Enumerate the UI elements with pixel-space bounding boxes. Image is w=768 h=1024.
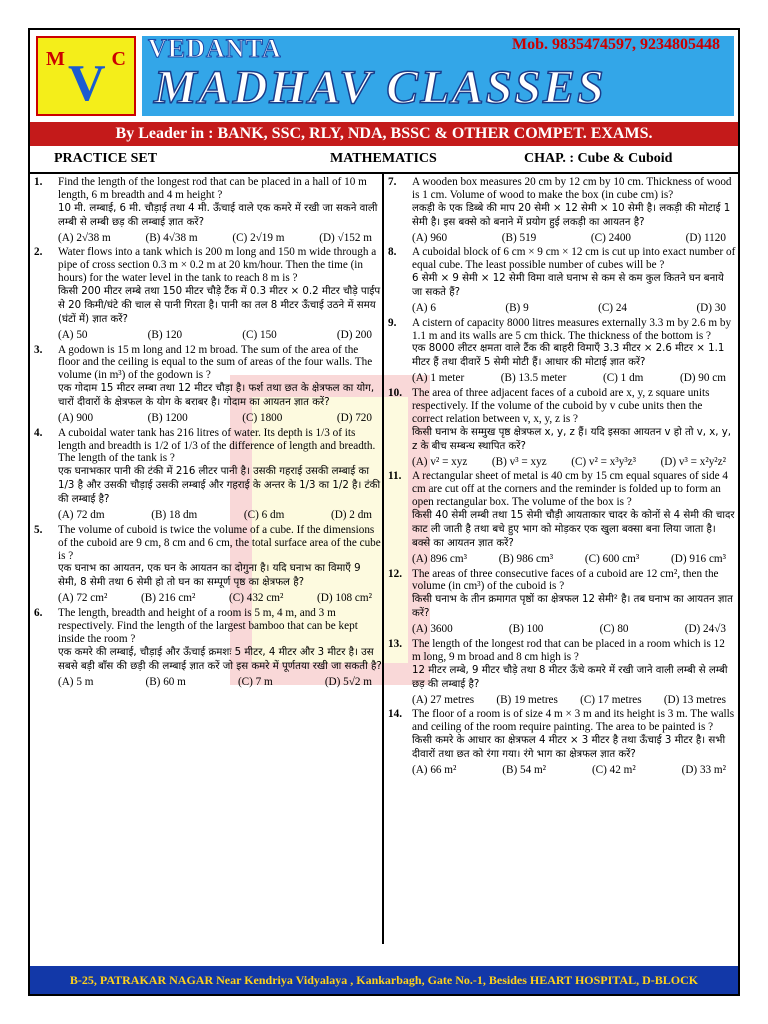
option: (D) 916 cm³ — [671, 552, 726, 565]
question-number: 9. — [388, 316, 397, 329]
option: (C) 150 — [242, 328, 277, 341]
option: (D) 30 — [696, 301, 726, 314]
question-number: 13. — [388, 637, 402, 650]
question-text-english: A cuboidal water tank has 216 litres of water. Its depth is 1/3 of its length and breadth is 1/2 of 1/3 of the difference of length and breadth. The length of the tank is ? — [58, 426, 376, 465]
question-text-hindi: लकड़ी के एक डिब्बे की माप 20 सेमी × 12 सेमी × 10 सेमी है। लकड़ी की मोटाई 1 सेमी है। इस बक्से को बनाने में प्रयोग हुई लकड़ी का आयतन है? — [412, 202, 731, 228]
question-text-english: The floor of a room is of size 4 m × 3 m and its height is 3 m. The walls and ceiling of the room require painting. The area to be painted is ? — [412, 708, 735, 734]
question — [34, 246, 382, 341]
question — [34, 427, 382, 522]
question-number: 3. — [34, 343, 43, 356]
logo-m: M — [46, 48, 65, 70]
option: (A) 72 dm — [58, 509, 105, 522]
question-number: 12. — [388, 567, 402, 580]
question — [34, 607, 382, 688]
options-row — [412, 764, 736, 777]
option: (A) 896 cm³ — [412, 552, 467, 565]
question — [34, 176, 382, 244]
question-text-hindi: किसी 200 मीटर लम्बे तथा 150 मीटर चौड़े टैंक में 0.3 मीटर × 0.2 मीटर चौड़े पाईप से 20 किमी/घंटे की चाल से पानी गिरता है। पानी का तल 8 मीटर ऊँचाई उठने में समय (घंटों में) ज्ञात करें? — [58, 285, 381, 325]
question — [388, 246, 736, 314]
options-row — [412, 456, 736, 469]
question-text-english: The length, breadth and height of a room is 5 m, 4 m, and 3 m respectively. Find the length of the largest bamboo that can be kept inside the room ? — [58, 607, 358, 645]
option: (C) v² = x³y³z³ — [571, 455, 636, 468]
option: (A) 3600 — [412, 623, 453, 636]
question-text-hindi: एक घनाभकार पानी की टंकी में 216 लीटर पानी है। उसकी गहराई उसकी लम्बाई का 1/3 है और उसकी चौड़ाई उसकी लम्बाई और गहराई के अन्तर के 1/3 का 1/2 है। टंकी की लम्बाई है? — [58, 466, 381, 506]
option: (B) 1200 — [147, 411, 188, 424]
practice-set-label: PRACTICE SET — [54, 151, 158, 166]
question-text-hindi: 6 सेमी × 9 सेमी × 12 सेमी विमा वाले घनाभ से कम से कम कुल कितने घन बनाये जा सकते हैं? — [412, 272, 724, 298]
question-number: 7. — [388, 176, 397, 188]
option: (D) 5√2 m — [324, 675, 372, 688]
question — [388, 568, 736, 636]
options-row — [58, 509, 382, 522]
option: (C) 600 cm³ — [584, 552, 640, 565]
question-number: 14. — [388, 708, 402, 721]
question-text-english: The length of the longest rod that can be placed in a room which is 12 m long, 9 m broad and 8 cm high is ? — [412, 637, 725, 663]
option: (A) v² = xyz — [412, 455, 468, 468]
option: (D) 90 cm — [679, 372, 726, 385]
question — [388, 317, 736, 385]
question-number: 4. — [34, 426, 43, 439]
question — [34, 524, 382, 605]
question-text-english: A cuboidal block of 6 cm × 9 cm × 12 cm is cut up into exact number of equal cube. The least possible number of cubes will be ? — [412, 246, 736, 272]
logo — [36, 36, 136, 116]
option: (D) v³ = x²y²z² — [660, 455, 726, 468]
question-text-hindi: एक घनाभ का आयतन, एक घन के आयतन का दोगुना है। यदि घनाभ का विमाएँ 9 सेमी, 8 सेमी तथा 6 सेमी हो तो घन का सम्पूर्ण पृष्ठ का क्षेत्रफल है? — [58, 563, 361, 589]
options-row — [58, 412, 382, 425]
options-row — [412, 623, 736, 636]
option: (B) 19 metres — [496, 693, 558, 706]
option: (C) 7 m — [237, 675, 273, 688]
options-row — [412, 302, 736, 315]
question-number: 5. — [34, 523, 43, 536]
question-number: 6. — [34, 607, 43, 620]
question-text-english: A wooden box measures 20 cm by 12 cm by 10 cm. Thickness of wood is 1 cm. Volume of wood to make the box (in cube cm) is? — [412, 176, 732, 201]
logo-c: C — [111, 48, 126, 70]
option: (A) 66 m² — [412, 763, 457, 776]
option: (D) 13 metres — [663, 693, 726, 706]
options-row — [58, 232, 382, 245]
option: (B) v³ = xyz — [491, 455, 547, 468]
left-column — [34, 176, 382, 690]
options-row — [58, 592, 382, 605]
logo-v: V — [68, 55, 106, 112]
option: (C) 432 cm² — [229, 592, 284, 605]
option: (D) √152 m — [319, 231, 372, 244]
question-text-hindi: किसी 40 सेमी लम्बी तथा 15 सेमी चौड़ी आयताकार चादर के कोनों से 4 सेमी की चादर काट ली जाती है तथा बचे हुए भाग को मोड़कर एक खुला बक्सा बना लिया जाता है। बक्से का आयतन ज्ञात करें? — [412, 509, 735, 549]
question-text-hindi: एक 8000 लीटर क्षमता वाले टैंक की बाहरी विमाएँ 3.3 मीटर × 2.6 मीटर × 1.1 मीटर हैं तथा दीवारें 5 सेमी मोटी हैं। आधार की मोटाई ज्ञात करें? — [412, 343, 725, 369]
option: (D) 108 cm² — [317, 592, 372, 605]
option: (C) 1800 — [242, 411, 283, 424]
page-frame — [28, 28, 740, 996]
question-number: 1. — [34, 176, 43, 188]
options-row — [412, 372, 736, 385]
option: (C) 2400 — [590, 231, 632, 244]
option: (D) 24√3 — [684, 623, 726, 636]
question-text-hindi: 10 मी. लम्बाई, 6 मी. चौड़ाई तथा 4 मी. ऊँचाई वाले एक कमरे में रखी जा सकने वाली लम्बी से लम्बी छड़ की लम्बाई ज्ञात करें? — [58, 202, 378, 228]
option: (C) 1 dm — [602, 372, 644, 385]
question-number: 11. — [388, 470, 402, 483]
option: (C) 6 dm — [243, 509, 285, 522]
option: (A) 960 — [412, 231, 448, 244]
option: (B) 18 dm — [151, 509, 198, 522]
question-number: 8. — [388, 246, 397, 259]
column-divider — [382, 174, 384, 944]
question — [388, 708, 736, 776]
option: (C) 24 — [598, 301, 628, 314]
header — [30, 30, 738, 122]
option: (B) 986 cm³ — [498, 552, 554, 565]
footer-address: B-25, PATRAKAR NAGAR Near Kendriya Vidyalaya , Kankarbagh, Gate No.-1, Besides HEART HOSPITAL, D-BLOCK — [30, 966, 738, 994]
option: (D) 2 dm — [330, 509, 372, 522]
options-row — [412, 553, 736, 566]
question-text-english: A rectangular sheet of metal is 40 cm by 15 cm equal squares of side 4 cm are cut off at the corners and the reminder is folded up to form an open rectangular box. The volume of the box is ? — [412, 470, 728, 508]
option: (C) 80 — [599, 623, 629, 636]
question — [34, 344, 382, 425]
question-text-english: The areas of three consecutive faces of a cuboid are 12 cm², then the volume (in cm³) of the cuboid is ? — [412, 567, 719, 593]
leader-banner: By Leader in : BANK, SSC, RLY, NDA, BSSC & OTHER COMPET. EXAMS. — [30, 122, 738, 146]
options-row — [58, 676, 382, 689]
question-text-english: Find the length of the longest rod that can be placed in a hall of 10 m length, 6 m breadth and 4 m height ? — [58, 176, 367, 201]
options-row — [58, 329, 382, 342]
option: (B) 216 cm² — [141, 592, 196, 605]
option: (D) 1120 — [685, 231, 726, 244]
subheading — [30, 146, 738, 174]
question-text-english: The area of three adjacent faces of a cuboid are x, y, z square units respectively. If the volume of the cuboid by v cube units then the correct relation between v, x, y, z is ? — [412, 387, 710, 425]
question-text-english: A cistern of capacity 8000 litres measures externally 3.3 m by 2.6 m by 1.1 m and its walls are 5 cm thick. The thickness of the bottom is ? — [412, 316, 732, 342]
options-row — [412, 232, 736, 245]
option: (B) 519 — [501, 231, 537, 244]
question — [388, 470, 736, 565]
option: (D) 33 m² — [681, 763, 726, 776]
option: (A) 6 — [412, 301, 436, 314]
question-number: 10. — [388, 387, 402, 400]
option: (B) 4√38 m — [145, 231, 198, 244]
question-text-english: The volume of cuboid is twice the volume of a cube. If the dimensions of the cuboid are 9 cm, 8 cm and 6 cm, the total surface area of the cube is ? — [58, 523, 381, 562]
option: (B) 54 m² — [502, 763, 547, 776]
question — [388, 387, 736, 468]
option: (A) 50 — [58, 328, 88, 341]
option: (A) 27 metres — [412, 693, 475, 706]
question — [388, 638, 736, 706]
institute-title: MADHAV CLASSES — [154, 61, 606, 114]
option: (A) 72 cm² — [58, 592, 108, 605]
option: (D) 200 — [336, 328, 372, 341]
question-text-english: Water flows into a tank which is 200 m long and 150 m wide through a pipe of cross section 0.3 m × 0.2 m at 20 km/hour. Then the time (in hours) for the water level in the tank to reach 8 m is ? — [58, 246, 377, 284]
option: (B) 100 — [508, 623, 544, 636]
option: (B) 60 m — [145, 675, 186, 688]
question-text-english: A godown is 15 m long and 12 m broad. The sum of the area of the floor and the ceiling is equal to the sum of areas of the four walls. The volume (in m³) of the godown is ? — [58, 343, 373, 382]
option: (B) 9 — [505, 301, 529, 314]
right-column — [388, 176, 736, 779]
option: (C) 17 metres — [580, 693, 642, 706]
vedanta-label: VEDANTA — [148, 34, 282, 63]
option: (B) 13.5 meter — [500, 372, 567, 385]
question — [388, 176, 736, 244]
option: (D) 720 — [336, 411, 372, 424]
mobile-number: Mob. 9835474597, 9234805448 — [512, 36, 720, 53]
subject-label: MATHEMATICS — [330, 151, 437, 166]
option: (A) 900 — [58, 411, 94, 424]
option: (B) 120 — [147, 328, 183, 341]
option: (A) 1 meter — [412, 372, 465, 385]
question-number: 2. — [34, 246, 43, 259]
option: (A) 2√38 m — [58, 231, 111, 244]
option: (C) 42 m² — [591, 763, 636, 776]
option: (A) 5 m — [58, 675, 94, 688]
question-text-hindi: एक गोदाम 15 मीटर लम्बा तथा 12 मीटर चौड़ा है। फर्श तथा छत के क्षेत्रफल का योग, चारों दीवारों के क्षेत्रफल के योग के बराबर है। गोदाम का आयतन ज्ञात करें? — [58, 382, 375, 408]
question-text-hindi: किसी घनाभ के सम्मुख पृष्ठ क्षेत्रफल x, y, z हैं। यदि इसका आयतन v हो तो v, x, y, z के बीच सम्बन्ध स्थापित करें? — [412, 426, 731, 452]
options-row — [412, 694, 736, 707]
question-text-hindi: किसी कमरे के आधार का क्षेत्रफल 4 मीटर × 3 मीटर है तथा ऊँचाई 3 मीटर है। सभी दीवारों तथा छत को रंगा गया। रंगे भाग का क्षेत्रफल ज्ञात करें? — [412, 734, 726, 760]
option: (C) 2√19 m — [232, 231, 285, 244]
question-text-hindi: किसी घनाभ के तीन क्रमागत पृष्ठों का क्षेत्रफल 12 सेमी² है। तब घनाभ का आयतन ज्ञात करें? — [412, 594, 733, 620]
question-text-hindi: 12 मीटर लम्बे, 9 मीटर चौड़े तथा 8 मीटर ऊँचे कमरे में रखी जाने वाली लम्बी से लम्बी छड़ की लम्बाई है? — [412, 664, 728, 690]
question-text-hindi: एक कमरे की लम्बाई, चौड़ाई और ऊँचाई क्रमशः 5 मीटर, 4 मीटर और 3 मीटर है। उस सबसे बड़ी बाँस की छड़ी की लम्बाई ज्ञात करें जो इस कमरे में पूर्णतया रखी जा सकती है? — [58, 646, 382, 672]
chapter-label: CHAP. : Cube & Cuboid — [524, 151, 673, 166]
